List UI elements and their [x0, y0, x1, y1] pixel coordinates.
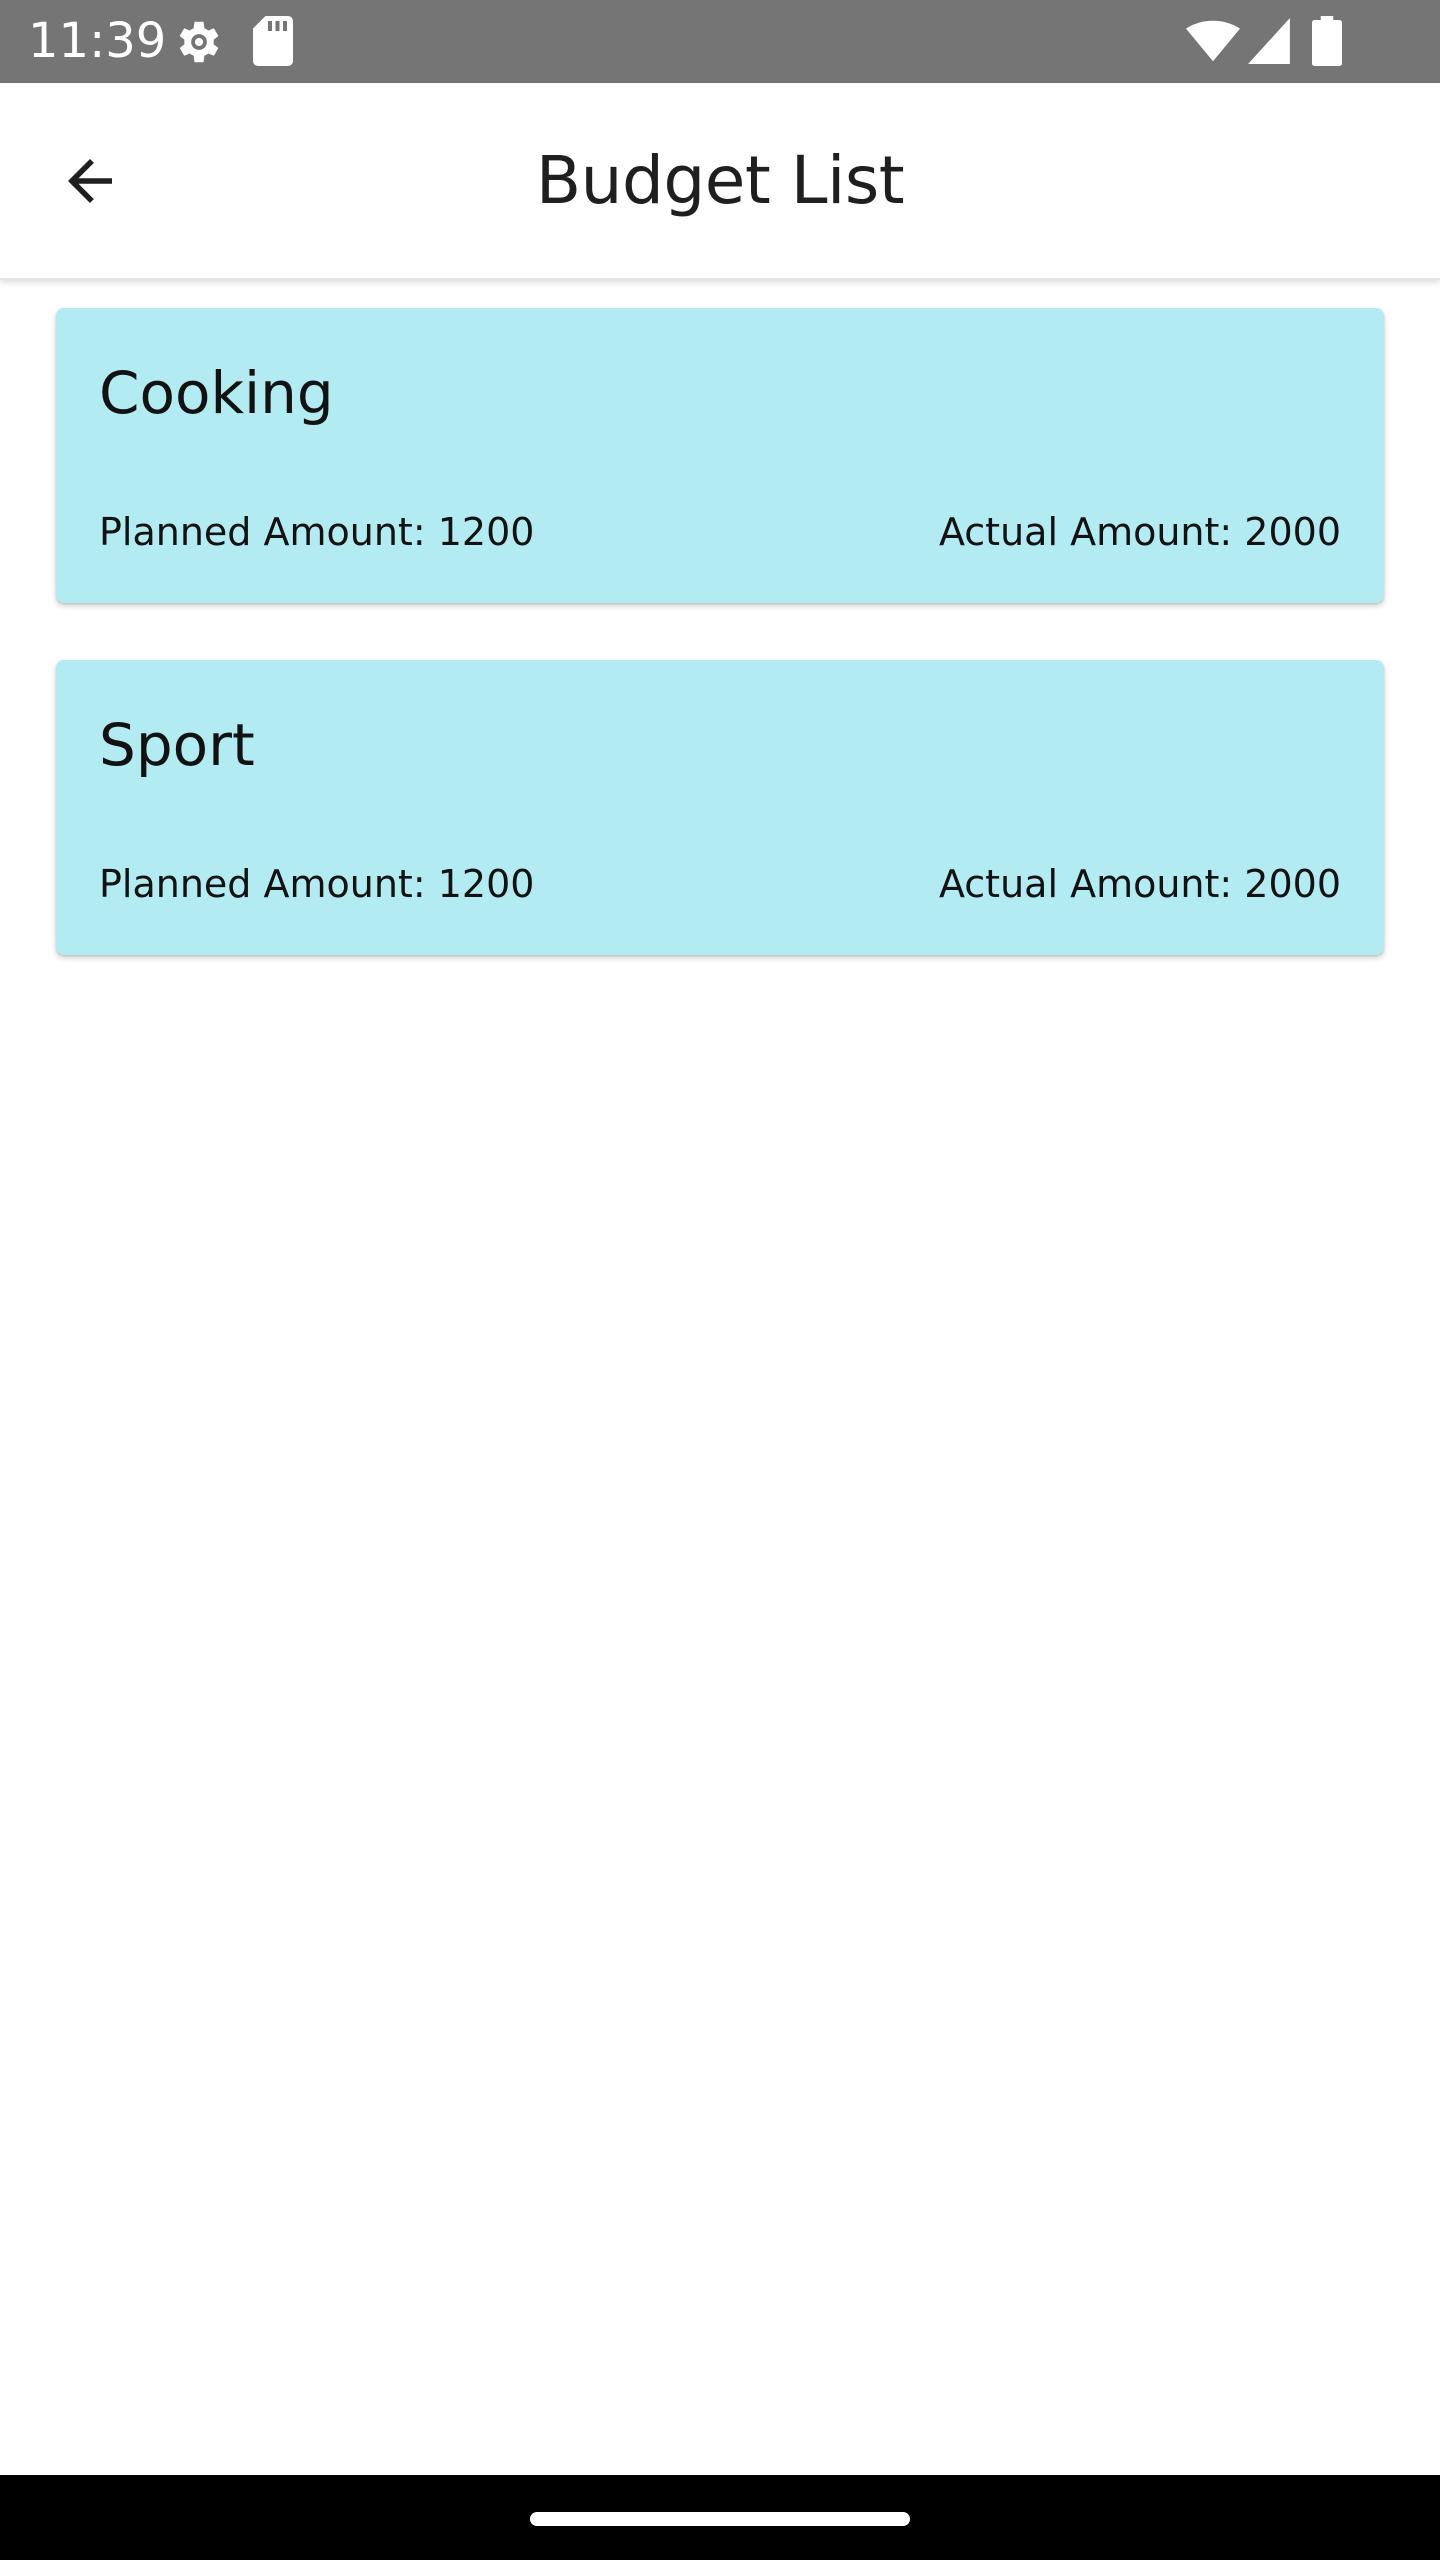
- settings-gear-icon: [170, 15, 224, 74]
- sd-card-icon: [253, 16, 293, 71]
- app-bar: [0, 83, 1440, 280]
- planned-amount: Planned Amount: 1200: [99, 510, 535, 554]
- cellular-signal-icon: [1248, 18, 1290, 69]
- status-time: 11:39: [28, 13, 167, 69]
- budget-card[interactable]: [56, 660, 1384, 955]
- budget-name: Sport: [99, 711, 255, 779]
- budget-name: Cooking: [99, 359, 334, 427]
- status-bar: [0, 0, 1440, 83]
- budget-list: [56, 308, 1384, 1012]
- wifi-icon: [1186, 20, 1240, 67]
- planned-amount: Planned Amount: 1200: [99, 862, 535, 906]
- home-gesture-handle[interactable]: [530, 2512, 910, 2526]
- budget-card[interactable]: [56, 308, 1384, 603]
- page-title: Budget List: [535, 142, 905, 219]
- actual-amount: Actual Amount: 2000: [938, 510, 1341, 554]
- actual-amount: Actual Amount: 2000: [938, 862, 1341, 906]
- battery-icon: [1312, 16, 1342, 71]
